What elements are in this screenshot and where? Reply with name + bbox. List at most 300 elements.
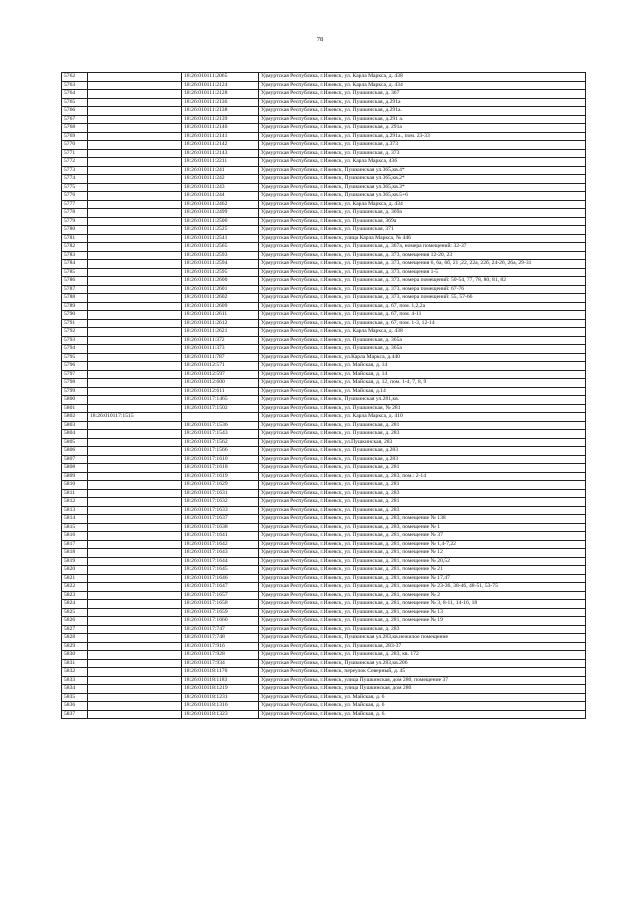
table-row [62,404,586,413]
address-cell: Удмуртская Республика, г.Ижевск, ул. Пушкинская, д. 373 [259,149,586,158]
address-cell: Удмуртская Республика, г.Ижевск, ул. Пушкинская, д.291а [259,98,586,107]
address-cell: Удмуртская Республика, г.Ижевск, ул. Пушкинская, д. 373, помещения 6, 6а, 6б, 21 ,22, 22а, 22б, 24-26, 26а, 29-31 [259,260,586,269]
cadastral-number-cell: 18:26:010111:244 [182,192,259,201]
row-number-cell: 5768 [62,124,88,133]
address-cell: Удмуртская Республика, г.Ижевск, ул. Пушкинская, д.291 а. [259,115,586,124]
parent-cadastral-number-cell [88,243,182,252]
table-row [62,387,586,396]
parent-cadastral-number-cell [88,158,182,167]
row-number-cell: 5764 [62,90,88,99]
table-row [62,158,586,167]
table-row [62,464,586,473]
row-number-cell: 5777 [62,200,88,209]
cadastral-number-cell: 18:26:010112:600 [182,379,259,388]
row-number-cell: 5801 [62,404,88,413]
address-cell: Удмуртская Республика, г.Ижевск, ул. Пушкинская, д. 67, пом. 1-3, 12-14 [259,319,586,328]
parent-cadastral-number-cell [88,268,182,277]
cadastral-number-cell: 18:26:010118:1316 [182,702,259,711]
row-number-cell: 5769 [62,132,88,141]
address-cell: Удмуртская Республика, г.Ижевск, ул. Карла Маркса, д. 410 [259,413,586,422]
address-cell: Удмуртская Республика, г.Ижевск, улица Пушкинская, дом 280 [259,685,586,694]
address-cell: Удмуртская Республика, г.Ижевск, ул. Пушкинская, д. 283, помещение № 138 [259,515,586,524]
row-number-cell: 5792 [62,328,88,337]
parent-cadastral-number-cell [88,583,182,592]
cadastral-number-cell: 18:26:010117:1657 [182,591,259,600]
parent-cadastral-number-cell [88,73,182,82]
row-number-cell: 5827 [62,625,88,634]
cadastral-number-cell: 18:26:010117:1610 [182,455,259,464]
address-cell: Удмуртская Республика, г.Ижевск, Пушкинская ул.365,кв.3* [259,183,586,192]
row-number-cell: 5813 [62,506,88,515]
cadastral-number-cell: 18:26:010111:2138 [182,107,259,116]
table-row [62,685,586,694]
row-number-cell: 5822 [62,583,88,592]
table-row [62,370,586,379]
row-number-cell: 5795 [62,353,88,362]
cadastral-number-cell: 18:26:010111:241 [182,166,259,175]
row-number-cell: 5808 [62,464,88,473]
parent-cadastral-number-cell [88,387,182,396]
cadastral-number-cell: 18:26:010111:2141 [182,132,259,141]
address-cell: Удмуртская Республика, г.Ижевск, Пушкинская ул.365,кв.2* [259,175,586,184]
address-cell: Удмуртская Республика, г.Ижевск, ул. Пушкинская, д. 281, помещение № 19 [259,617,586,626]
address-cell: Удмуртская Республика, г.Ижевск, ул. Пушкинская, д. 367 [259,90,586,99]
table-row [62,617,586,626]
address-cell: Удмуртская Республика, г.Ижевск, ул. Пушкинская, 283-37 [259,642,586,651]
address-cell: Удмуртская Республика, г.Ижевск, ул. Майская, д. 6 [259,693,586,702]
parent-cadastral-number-cell [88,81,182,90]
table-row [62,651,586,660]
row-number-cell: 5828 [62,634,88,643]
cadastral-number-cell: 18:26:010117:1633 [182,506,259,515]
cadastral-number-cell: 18:26:010117:916 [182,642,259,651]
parent-cadastral-number-cell [88,90,182,99]
parent-cadastral-number-cell [88,328,182,337]
table-row [62,336,586,345]
cadastral-number-cell: 18:26:010111:2140 [182,124,259,133]
table-row [62,447,586,456]
parent-cadastral-number-cell [88,421,182,430]
address-cell: Удмуртская Республика, г.Ижевск, ул. Майская, д. 14 [259,370,586,379]
row-number-cell: 5786 [62,277,88,286]
table-row [62,328,586,337]
address-cell: Удмуртская Республика, г.Ижевск, Пушкинская ул.283,кв.206 [259,659,586,668]
cadastral-number-cell: 18:26:010111:243 [182,183,259,192]
address-cell: Удмуртская Республика, г.Ижевск, ул. Пушкинская, д.283 [259,447,586,456]
address-cell: Удмуртская Республика, г.Ижевск, ул. Пушкинская, д. 67, пом. 1,2,2а [259,302,586,311]
address-cell: Удмуртская Республика, г.Ижевск, ул. Пушкинская, д. 281, помещение № 21 [259,566,586,575]
address-cell: Удмуртская Республика, г.Ижевск, ул. Пушкинская, д. 283 [259,625,586,634]
table-row [62,498,586,507]
row-number-cell: 5805 [62,438,88,447]
table-row [62,659,586,668]
address-cell: Удмуртская Республика, г.Ижевск, переулок Северный, д. 45 [259,668,586,677]
address-cell: Удмуртская Республика, г.Ижевск, ул. Пушкинская, д. 373, номера помещений: 67-76 [259,285,586,294]
row-number-cell: 5797 [62,370,88,379]
cadastral-number-cell: 18:26:010117:1637 [182,515,259,524]
parent-cadastral-number-cell [88,455,182,464]
row-number-cell: 5783 [62,251,88,260]
cadastral-number-cell: 18:26:010111:2601 [182,285,259,294]
row-number-cell: 5766 [62,107,88,116]
table-row [62,319,586,328]
cadastral-number-cell: 18:26:010111:2602 [182,294,259,303]
parent-cadastral-number-cell [88,676,182,685]
cadastral-number-cell: 18:26:010111:2499 [182,209,259,218]
parent-cadastral-number-cell [88,464,182,473]
parent-cadastral-number-cell [88,566,182,575]
parent-cadastral-number-cell [88,430,182,439]
cadastral-number-cell: 18:26:010111:2609 [182,302,259,311]
address-cell: Удмуртская Республика, г.Ижевск, ул. Пушкинская, д. 367а, номера помещений: 32-37 [259,243,586,252]
cadastral-number-cell: 18:26:010111:2462 [182,200,259,209]
cadastral-number-cell: 18:26:010112:597 [182,370,259,379]
row-number-cell: 5785 [62,268,88,277]
cadastral-number-cell: 18:26:010111:2143 [182,149,259,158]
row-number-cell: 5811 [62,489,88,498]
parent-cadastral-number-cell [88,379,182,388]
address-cell: Удмуртская Республика, г.Ижевск, ул. Карла Маркса, д. 438 [259,73,586,82]
row-number-cell: 5787 [62,285,88,294]
cadastral-number-cell: 18:26:010118:1219 [182,685,259,694]
address-cell: Удмуртская Республика, г.Ижевск, ул. Пушкинская, № 281 [259,404,586,413]
cadastral-number-cell: 18:26:010111:2541 [182,234,259,243]
address-cell: Удмуртская Республика, г.Ижевск, ул. Карла Маркса, 436 [259,158,586,167]
address-cell: Удмуртская Республика, г.Ижевск, Пушкинская ул.365,кв.4* [259,166,586,175]
table-row [62,243,586,252]
parent-cadastral-number-cell [88,498,182,507]
table-row [62,421,586,430]
cadastral-number-cell: 18:26:010117:1658 [182,600,259,609]
cadastral-number-cell: 18:26:010117:1644 [182,557,259,566]
parent-cadastral-number-cell [88,549,182,558]
table-row [62,506,586,515]
parent-cadastral-number-cell [88,200,182,209]
table-row [62,532,586,541]
parent-cadastral-number-cell [88,217,182,226]
row-number-cell: 5815 [62,523,88,532]
table-row [62,251,586,260]
parent-cadastral-number-cell [88,659,182,668]
row-number-cell: 5796 [62,362,88,371]
table-row [62,540,586,549]
table-row [62,676,586,685]
parent-cadastral-number-cell [88,608,182,617]
row-number-cell: 5817 [62,540,88,549]
row-number-cell: 5820 [62,566,88,575]
cadastral-number-cell: 18:26:010111:2600 [182,277,259,286]
cadastral-number-cell: 18:26:010117:1562 [182,438,259,447]
row-number-cell: 5812 [62,498,88,507]
parent-cadastral-number-cell [88,192,182,201]
cadastral-number-cell: 18:26:010117:1643 [182,549,259,558]
parent-cadastral-number-cell [88,600,182,609]
table-row [62,294,586,303]
parent-cadastral-number-cell [88,353,182,362]
cadastral-number-cell: 18:26:010111:373 [182,345,259,354]
row-number-cell: 5833 [62,676,88,685]
table-row [62,192,586,201]
row-number-cell: 5778 [62,209,88,218]
cadastral-number-cell: 18:26:010118:1183 [182,676,259,685]
cadastral-number-cell [182,413,259,422]
row-number-cell: 5825 [62,608,88,617]
address-cell: Удмуртская Республика, г.Ижевск, ул. Пушкинская, д. 365а [259,345,586,354]
address-cell: Удмуртская Республика, г.Ижевск, ул. Пушкинская, д. 283, помещение № 1 [259,523,586,532]
row-number-cell: 5779 [62,217,88,226]
table-row [62,413,586,422]
address-cell: Удмуртская Республика, г.Ижевск, ул. Пушкинская, 371 [259,226,586,235]
parent-cadastral-number-cell [88,625,182,634]
cadastral-number-cell: 18:26:010111:2500 [182,217,259,226]
cadastral-number-cell: 18:26:010111:2128 [182,90,259,99]
parent-cadastral-number-cell [88,702,182,711]
cadastral-number-cell: 18:26:010118:1170 [182,668,259,677]
cadastral-number-cell: 18:26:010117:1642 [182,540,259,549]
row-number-cell: 5816 [62,532,88,541]
table-row [62,234,586,243]
parent-cadastral-number-cell [88,345,182,354]
address-cell: Удмуртская Республика, г.Ижевск, ул. Пушкинская, д. 281 [259,464,586,473]
parent-cadastral-number-cell [88,634,182,643]
address-cell: Удмуртская Республика, г.Ижевск, ул.Карла Маркса, д.440 [259,353,586,362]
row-number-cell: 5793 [62,336,88,345]
row-number-cell: 5781 [62,234,88,243]
table-row [62,98,586,107]
address-cell: Удмуртская Республика, г.Ижевск, ул. Пушкинская, д. 281, помещение № 20,52 [259,557,586,566]
row-number-cell: 5794 [62,345,88,354]
row-number-cell: 5767 [62,115,88,124]
row-number-cell: 5834 [62,685,88,694]
row-number-cell: 5774 [62,175,88,184]
table-row [62,600,586,609]
parent-cadastral-number-cell [88,132,182,141]
parent-cadastral-number-cell [88,98,182,107]
table-row [62,549,586,558]
row-number-cell: 5835 [62,693,88,702]
table-row [62,557,586,566]
parent-cadastral-number-cell [88,166,182,175]
cadastral-number-cell: 18:26:010117:1660 [182,617,259,626]
table-row [62,472,586,481]
row-number-cell: 5784 [62,260,88,269]
parent-cadastral-number-cell [88,472,182,481]
parent-cadastral-number-cell [88,685,182,694]
parent-cadastral-number-cell [88,523,182,532]
address-cell: Удмуртская Республика, г.Ижевск, ул. Пушкинская, д.291а., пом. 23-33 [259,132,586,141]
table-row [62,217,586,226]
cadastral-number-cell: 18:26:010118:1323 [182,710,259,719]
row-number-cell: 5831 [62,659,88,668]
address-cell: Удмуртская Республика, г.Ижевск, ул. Пушкинская, д.373 [259,141,586,150]
row-number-cell: 5821 [62,574,88,583]
table-row [62,311,586,320]
row-number-cell: 5818 [62,549,88,558]
row-number-cell: 5775 [62,183,88,192]
row-number-cell: 5814 [62,515,88,524]
address-cell: Удмуртская Республика, г.Ижевск, ул. Пушкинская, д. 283 [259,506,586,515]
cadastral-number-cell: 18:26:010112:571 [182,362,259,371]
parent-cadastral-number-cell [88,277,182,286]
cadastral-number-cell: 18:26:010111:2124 [182,81,259,90]
row-number-cell: 5772 [62,158,88,167]
table-row [62,642,586,651]
row-number-cell: 5829 [62,642,88,651]
cadastral-number-cell: 18:26:010117:1659 [182,608,259,617]
page-number: 78 [316,36,324,43]
address-cell: Удмуртская Республика, г.Ижевск, ул. Пушкинская, д. 373, помещения 1-5 [259,268,586,277]
cadastral-number-cell: 18:26:010117:748 [182,634,259,643]
row-number-cell: 5802 [62,413,88,422]
address-cell: Удмуртская Республика, г.Ижевск, ул. Карла Маркса, д. 434 [259,81,586,90]
address-cell: Удмуртская Республика, г.Ижевск, ул. Пушкинская, д. 283 [259,430,586,439]
address-cell: Удмуртская Республика, г.Ижевск, Пушкинская ул.281,кв. [259,396,586,405]
cadastral-number-cell: 18:26:010117:1632 [182,498,259,507]
row-number-cell: 5836 [62,702,88,711]
parent-cadastral-number-cell [88,141,182,150]
cadastral-number-cell: 18:26:010111:2594 [182,260,259,269]
table-row [62,200,586,209]
row-number-cell: 5790 [62,311,88,320]
parent-cadastral-number-cell [88,506,182,515]
table-row [62,302,586,311]
cadastral-number-cell: 18:26:010118:1231 [182,693,259,702]
parent-cadastral-number-cell: 18:26:010117:1515 [88,413,182,422]
address-cell: Удмуртская Республика, г.Ижевск, ул. Пушкинская, д. 281, помещение № 2 [259,591,586,600]
row-number-cell: 5819 [62,557,88,566]
table-body [62,73,586,719]
table-row [62,668,586,677]
address-cell: Удмуртская Республика, г.Ижевск, ул. Пушкинская, д. 373, номера помещений: 50-54, 77, 78, 80, 81, 82 [259,277,586,286]
table-row [62,175,586,184]
parent-cadastral-number-cell [88,183,182,192]
parent-cadastral-number-cell [88,319,182,328]
address-cell: Удмуртская Республика, г.Ижевск, ул. Пушкинская, д. 281, помещение № 17,47 [259,574,586,583]
table-row [62,166,586,175]
table-row [62,124,586,133]
table-row [62,634,586,643]
cadastral-number-cell: 18:26:010111:2565 [182,243,259,252]
table-row [62,523,586,532]
parent-cadastral-number-cell [88,226,182,235]
parent-cadastral-number-cell [88,591,182,600]
parent-cadastral-number-cell [88,532,182,541]
parent-cadastral-number-cell [88,370,182,379]
address-cell: Удмуртская Республика, г.Ижевск, ул. Пушкинская, д. 281, помещение № 3, 8-11, 14-16, 18 [259,600,586,609]
table-row [62,574,586,583]
table-row [62,107,586,116]
parent-cadastral-number-cell [88,107,182,116]
address-cell: Удмуртская Республика, г.Ижевск, ул. Пушкинская, д. 281 [259,498,586,507]
parent-cadastral-number-cell [88,642,182,651]
address-cell: Удмуртская Республика, г.Ижевск, ул. Пушкинская, д. 365а [259,336,586,345]
cadastral-number-cell: 18:26:010117:1465 [182,396,259,405]
cadastral-number-cell: 18:26:010117:1502 [182,404,259,413]
parent-cadastral-number-cell [88,668,182,677]
address-cell: Удмуртская Республика, г.Ижевск, ул. Пушкинская, д. 291а [259,124,586,133]
table-row [62,455,586,464]
cadastral-number-cell: 18:26:010117:1646 [182,574,259,583]
table-row [62,702,586,711]
table-row [62,583,586,592]
address-cell: Удмуртская Республика, г.Ижевск, ул. Пушкинская, д. 283 [259,489,586,498]
parent-cadastral-number-cell [88,209,182,218]
table-row [62,515,586,524]
parent-cadastral-number-cell [88,124,182,133]
address-cell: Удмуртская Республика, г.Ижевск, ул. Пушкинская, д. 281, помещение № 37 [259,532,586,541]
row-number-cell: 5826 [62,617,88,626]
parent-cadastral-number-cell [88,438,182,447]
cadastral-number-cell: 18:26:010117:1647 [182,583,259,592]
parent-cadastral-number-cell [88,311,182,320]
parent-cadastral-number-cell [88,396,182,405]
table-row [62,438,586,447]
row-number-cell: 5799 [62,387,88,396]
row-number-cell: 5776 [62,192,88,201]
address-cell: Удмуртская Республика, г.Ижевск, ул.Пушкинская, 283 [259,438,586,447]
table-row [62,260,586,269]
row-number-cell: 5810 [62,481,88,490]
address-cell: Удмуртская Республика, г.Ижевск, Пушкинская ул.365,кв.5+6 [259,192,586,201]
address-cell: Удмуртская Республика, г.Ижевск, ул. Пушкинская, д.291а. [259,107,586,116]
parent-cadastral-number-cell [88,336,182,345]
parent-cadastral-number-cell [88,540,182,549]
parent-cadastral-number-cell [88,175,182,184]
parent-cadastral-number-cell [88,710,182,719]
address-cell: Удмуртская Республика, г.Ижевск, ул. Пушкинская, д.283 [259,455,586,464]
table-row [62,73,586,82]
row-number-cell: 5789 [62,302,88,311]
row-number-cell: 5762 [62,73,88,82]
address-cell: Удмуртская Республика, г.Ижевск, улица Пушкинская, дом 280, помещение 37 [259,676,586,685]
cadastral-register-table [61,72,586,719]
cadastral-number-cell: 18:26:010111:2593 [182,251,259,260]
row-number-cell: 5773 [62,166,88,175]
address-cell: Удмуртская Республика, г.Ижевск, ул. Пушкинская, д. 281, помещение № 13 [259,608,586,617]
address-cell: Удмуртская Республика, г.Ижевск, ул. Майская, д.14 [259,387,586,396]
table-row [62,277,586,286]
cadastral-number-cell: 18:26:010111:2525 [182,226,259,235]
cadastral-number-cell: 18:26:010111:2136 [182,98,259,107]
table-row [62,285,586,294]
table-row [62,353,586,362]
address-cell: Удмуртская Республика, г.Ижевск, ул. Майская, д. 6 [259,702,586,711]
cadastral-number-cell: 18:26:010117:928 [182,651,259,660]
address-cell: Удмуртская Республика, г.Ижевск, ул. Майская, д. 14 [259,362,586,371]
table-row [62,345,586,354]
parent-cadastral-number-cell [88,149,182,158]
cadastral-number-cell: 18:26:010111:2142 [182,141,259,150]
address-cell: Удмуртская Республика, г.Ижевск, ул. Майская, д. 6. [259,710,586,719]
address-cell: Удмуртская Республика, г.Ижевск, Пушкинская ул.283,кв.нежилое помещение [259,634,586,643]
table-row [62,81,586,90]
cadastral-number-cell: 18:26:010111:242 [182,175,259,184]
table-row [62,183,586,192]
address-cell: Удмуртская Республика, г.Ижевск, ул. Карла Маркса, д. 434 [259,200,586,209]
table-row [62,710,586,719]
cadastral-number-cell: 18:26:010117:1638 [182,523,259,532]
parent-cadastral-number-cell [88,557,182,566]
row-number-cell: 5830 [62,651,88,660]
address-cell: Удмуртская Республика, г.Ижевск, ул. Карла Маркса, д. 438 [259,328,586,337]
address-cell: Удмуртская Республика, г.Ижевск, ул. Пушкинская, д. 373, номера помещений: 55, 57-66 [259,294,586,303]
table-row [62,379,586,388]
parent-cadastral-number-cell [88,404,182,413]
cadastral-number-cell: 18:26:010111:2211 [182,158,259,167]
table-row [62,141,586,150]
row-number-cell: 5798 [62,379,88,388]
parent-cadastral-number-cell [88,693,182,702]
